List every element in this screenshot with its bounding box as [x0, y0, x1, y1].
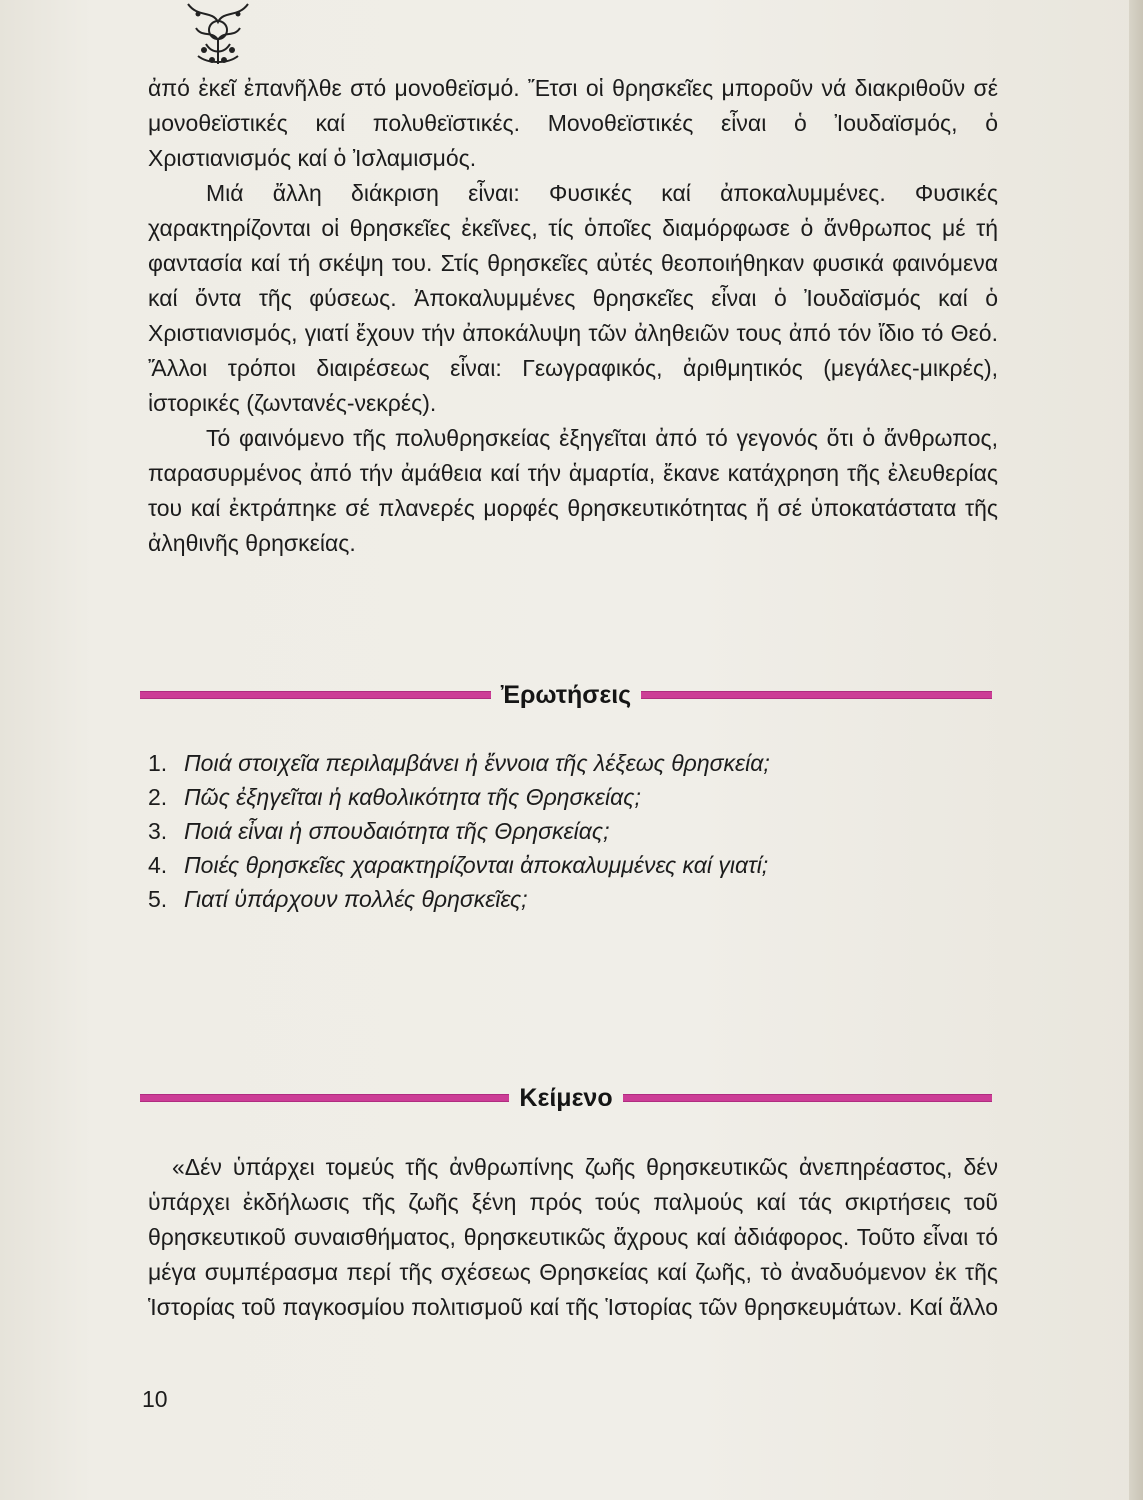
- intro-text: [148, 71, 998, 561]
- question-item: 5. Γιατί ὑπάρχουν πολλές θρησκεῖες;: [148, 886, 528, 912]
- heading-rule-right: [641, 691, 992, 699]
- questions-heading: [140, 675, 992, 715]
- quote-text: [148, 1150, 998, 1325]
- intro-paragraph-1: ἀπό ἐκεῖ ἐπανῆλθε στό μονοθεϊσμό. Ἔτσι οἱ θρησκεῖες μποροῦν νά διακριθοῦν σέ μονοθεϊστικές καί πολυθεϊστικές. Μονοθεϊστικές εἶναι ὁ Ἰουδαϊσμός, ὁ Χριστιανισμός καί ὁ Ἰσλαμισμός.: [148, 75, 998, 171]
- page-number: 10: [142, 1386, 168, 1412]
- questions-heading-title: Ἐρωτήσεις: [500, 680, 632, 709]
- question-item: 4. Ποιές θρησκεῖες χαρακτηρίζονται ἀποκαλυμμένες καί γιατί;: [148, 852, 769, 878]
- intro-paragraph-3: Τό φαινόμενο τῆς πολυθρησκείας ἐξηγεῖται ἀπό τό γεγονός ὅτι ὁ ἄνθρωπος, παρασυρμένος ἀπό τήν ἀμάθεια καί τήν ἁμαρτία, ἔκανε κατάχρηση τῆς ἐλευθερίας του καί ἐκτράπηκε σέ πλανερές μορφές θρησκευτικότητας ἤ σέ ὑποκατάστατα τῆς ἀληθινῆς θρησκείας.: [148, 425, 998, 556]
- heading-rule-left: [140, 1094, 509, 1102]
- heading-rule-left: [140, 691, 491, 699]
- ornament-icon: [168, 0, 268, 68]
- page-edge: [1129, 0, 1143, 1500]
- heading-rule-right: [623, 1094, 992, 1102]
- quote-paragraph: «Δέν ὑπάρχει τομεύς τῆς ἀνθρωπίνης ζωῆς θρησκευτικῶς ἀνεπηρέαστος, δέν ὑπάρχει ἐκδήλωσις τῆς ζωῆς ξένη πρός τούς παλμούς καί τάς σκιρτήσεις τοῦ θρησκευτικοῦ συναισθήματος, θρησκευτικῶς ἄχρους καί ἀδιάφορος. Τοῦτο εἶναι τό μέγα συμπέρασμα περί τῆς σχέσεως Θρησκείας καί ζωῆς, τὸ ἀναδυόμενον ἐκ τῆς Ἱστορίας τοῦ παγκοσμίου πολιτισμοῦ καί τῆς Ἱστορίας τῶν θρησκευμάτων. Καί ἄλλο: [148, 1154, 998, 1320]
- text-heading: [140, 1078, 992, 1118]
- question-item: 2. Πῶς ἐξηγεῖται ἡ καθολικότητα τῆς Θρησκείας;: [148, 784, 641, 810]
- questions-list: [148, 746, 948, 916]
- question-item: 1. Ποιά στοιχεῖα περιλαμβάνει ἡ ἔννοια τῆς λέξεως θρησκεία;: [148, 750, 770, 776]
- intro-paragraph-2: Μιά ἄλλη διάκριση εἶναι: Φυσικές καί ἀποκαλυμμένες. Φυσικές χαρακτηρίζονται οἱ θρησκεῖες ἐκεῖνες, τίς ὁποῖες διαμόρφωσε ὁ ἄνθρωπος μέ τή φαντασία καί τή σκέψη του. Στίς θρησκεῖες αὐτές θεοποιήθηκαν φυσικά φαινόμενα καί ὄντα τῆς φύσεως. Ἀποκαλυμμένες θρησκεῖες εἶναι ὁ Ἰουδαϊσμός καί ὁ Χριστιανισμός, γιατί ἔχουν τήν ἀποκάλυψη τῶν ἀληθειῶν τους ἀπό τόν ἴδιο τό Θεό. Ἄλλοι τρόποι διαιρέσεως εἶναι: Γεωγραφικός, ἀριθμητικός (μεγάλες-μικρές), ἱστορικές (ζωντανές-νεκρές).: [148, 180, 998, 416]
- question-item: 3. Ποιά εἶναι ἡ σπουδαιότητα τῆς Θρησκείας;: [148, 818, 610, 844]
- text-heading-title: Κείμενο: [519, 1083, 613, 1112]
